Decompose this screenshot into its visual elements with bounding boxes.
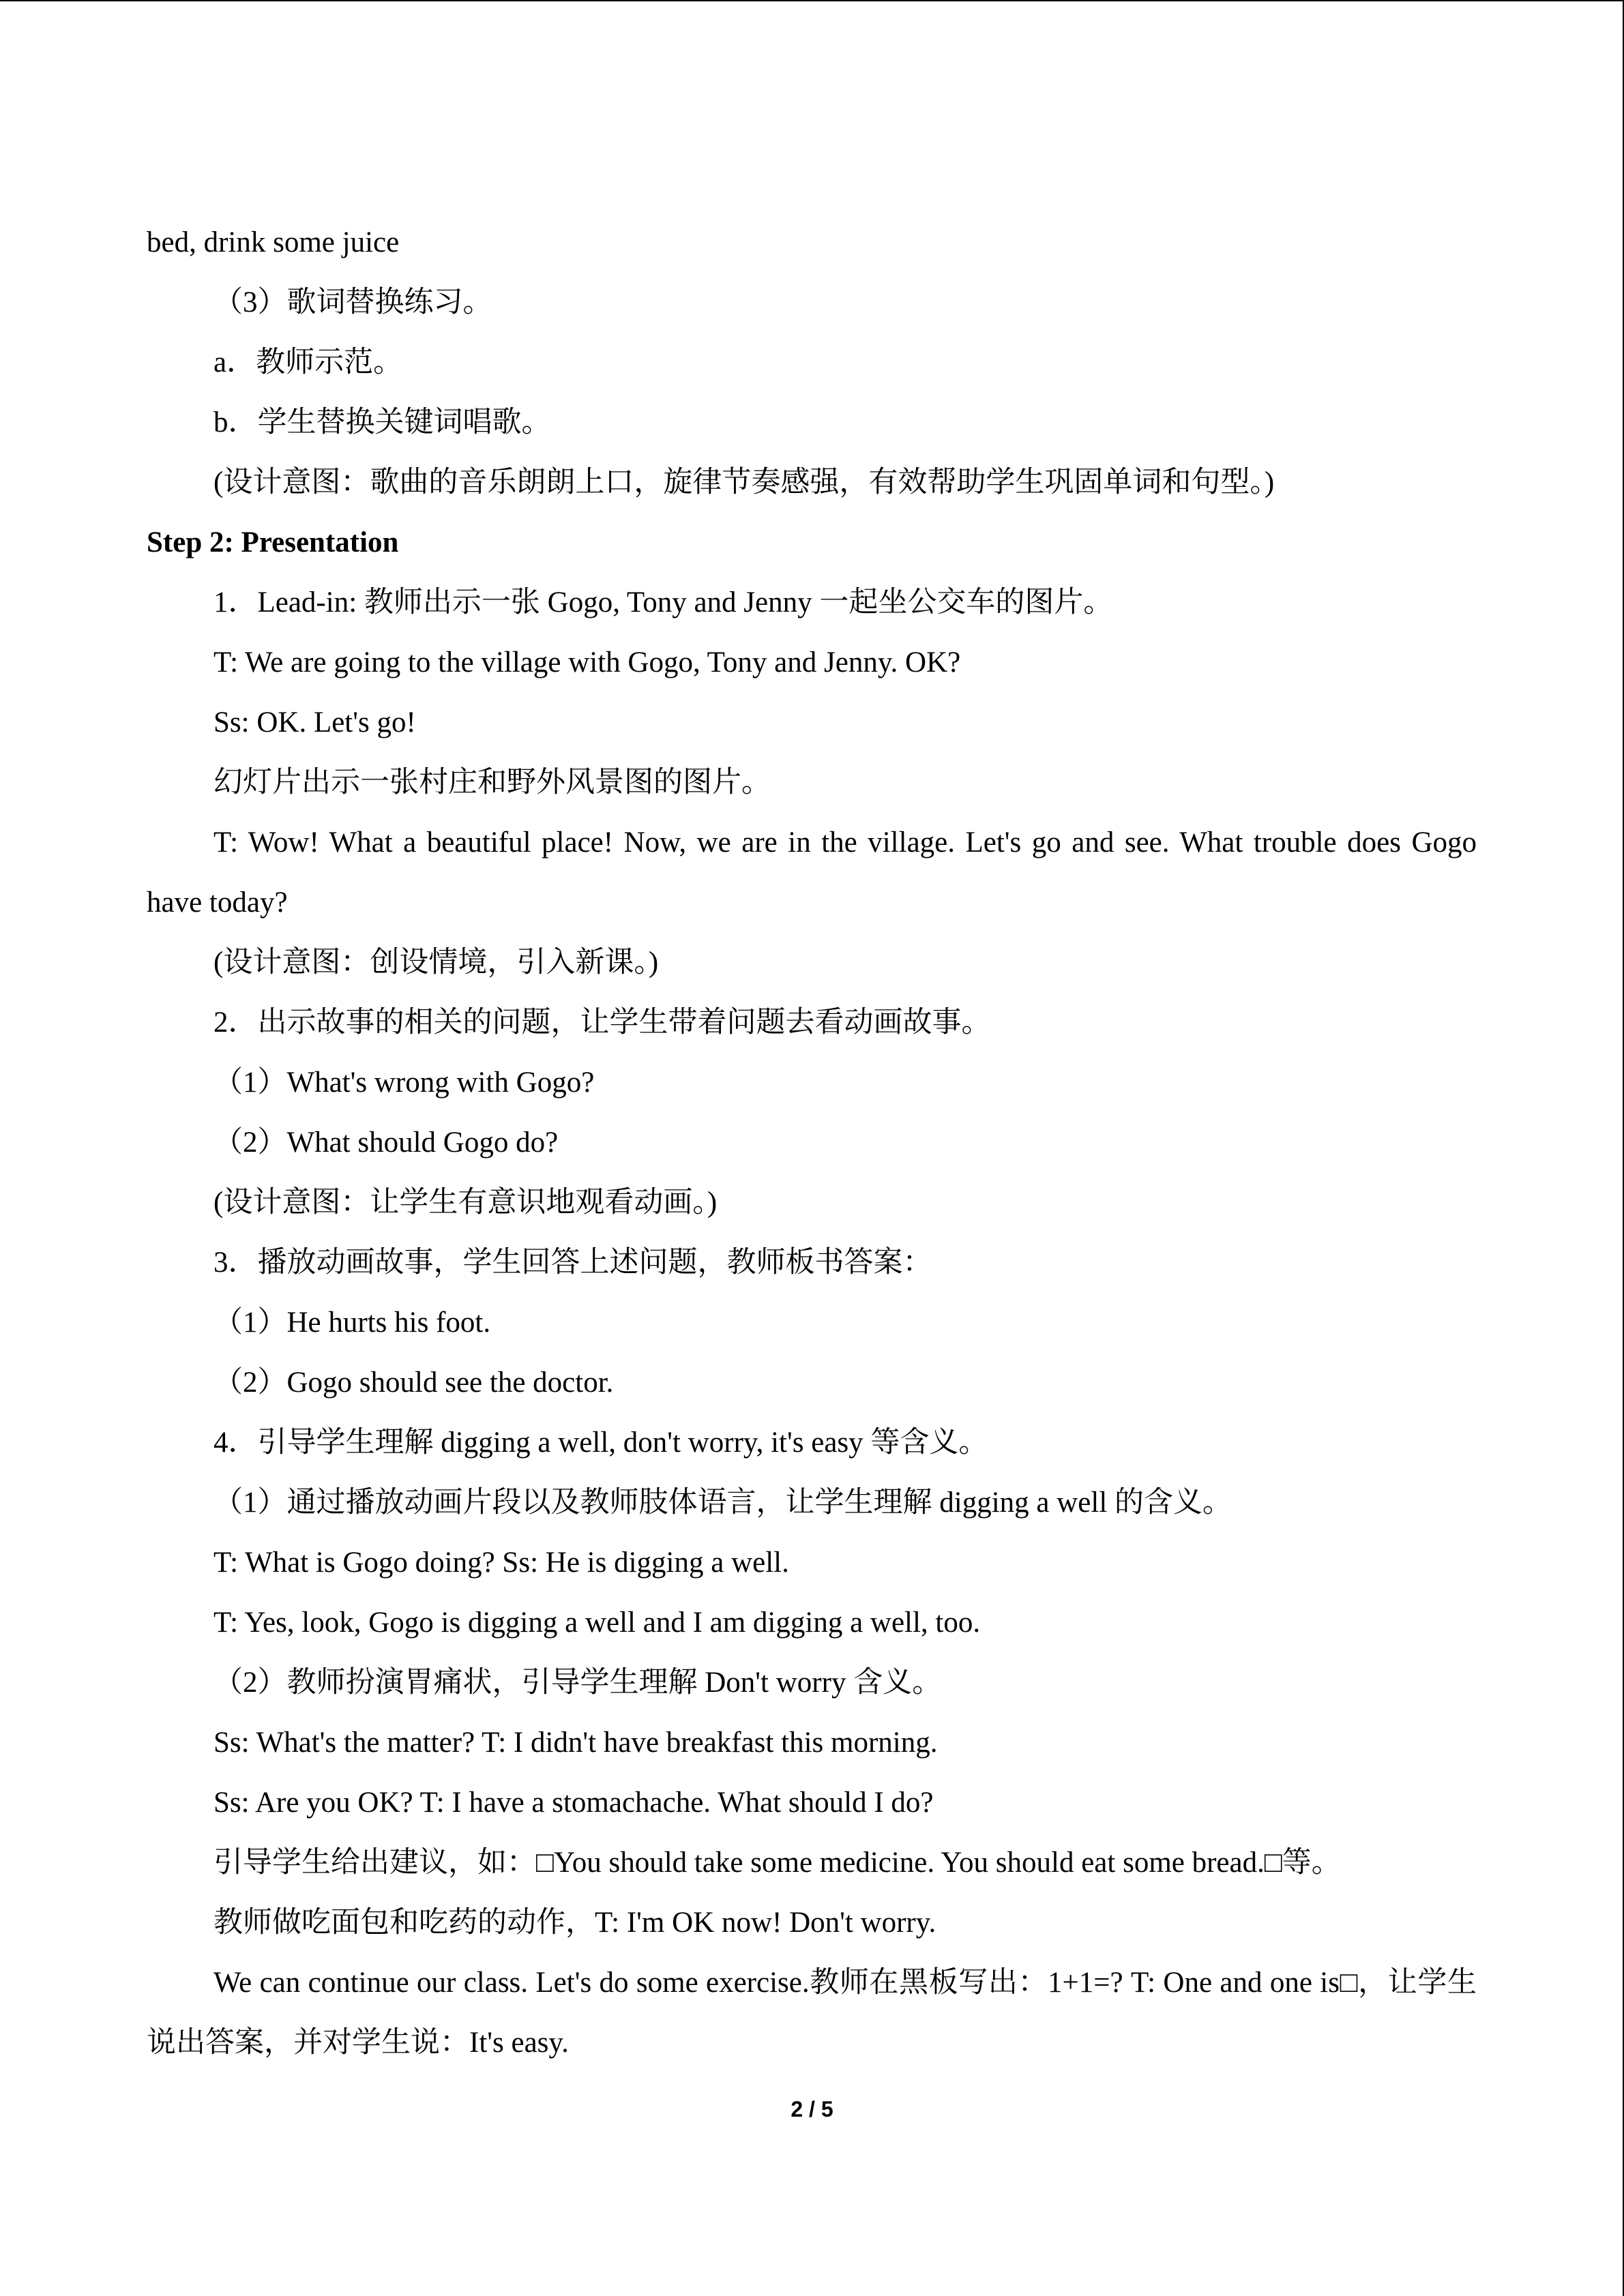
design-intent-note: (设计意图：歌曲的音乐朗朗上口，旋律节奏感强，有效帮助学生巩固单词和句型。) — [213, 466, 1275, 498]
text-line: （3）歌词替换练习。 — [213, 286, 492, 318]
text-line: 4．引导学生理解 digging a well, don't worry, it's easy 等含义。 — [213, 1427, 988, 1459]
design-intent-note: (设计意图：创设情境，引入新课。) — [213, 946, 659, 979]
text-line: 引导学生给出建议，如：□You should take some medicine. You should eat some bread.□等。 — [213, 1847, 1341, 1879]
text-line: （2）教师扮演胃痛状，引导学生理解 Don't worry 含义。 — [213, 1667, 942, 1699]
text-line: bed, drink some juice — [147, 226, 400, 258]
design-intent-note: (设计意图：让学生有意识地观看动画。) — [213, 1187, 718, 1219]
dialogue-paragraph: T: Wow! What a beautiful place! Now, we are in the village. Let's go and see. What trouble does Gogo have today? — [147, 826, 1477, 919]
question-item: （2）What should Gogo do? — [213, 1127, 559, 1159]
text-line: 2．出示故事的相关的问题，让学生带着问题去看动画故事。 — [213, 1007, 991, 1039]
answer-item: （2）Gogo should see the doctor. — [213, 1367, 614, 1399]
text-paragraph: We can continue our class. Let's do some exercise.教师在黑板写出：1+1=? T: One and one is□，让学生说出答案，并对学生说：It's easy. — [147, 1967, 1477, 2059]
document-body — [147, 213, 1477, 2073]
dialogue-line: Ss: Are you OK? T: I have a stomachache. What should I do? — [213, 1787, 934, 1819]
dialogue-line: Ss: What's the matter? T: I didn't have breakfast this morning. — [213, 1727, 938, 1759]
text-line: b．学生替换关键词唱歌。 — [213, 406, 551, 438]
dialogue-line: T: Yes, look, Gogo is digging a well and I am digging a well, too. — [213, 1607, 981, 1639]
text-line: 教师做吃面包和吃药的动作，T: I'm OK now! Don't worry. — [213, 1907, 936, 1939]
dialogue-line: T: We are going to the village with Gogo, Tony and Jenny. OK? — [213, 646, 961, 679]
page-number: 2 / 5 — [791, 2097, 833, 2121]
section-heading: Step 2: Presentation — [147, 526, 399, 558]
text-line: 1．Lead-in: 教师出示一张 Gogo, Tony and Jenny 一起坐公交车的图片。 — [213, 586, 1113, 618]
text-line: （1）通过播放动画片段以及教师肢体语言，让学生理解 digging a well 的含义。 — [213, 1487, 1232, 1519]
dialogue-line: T: What is Gogo doing? Ss: He is digging a well. — [213, 1547, 789, 1579]
answer-item: （1）He hurts his foot. — [213, 1307, 491, 1339]
text-line: a．教师示范。 — [213, 346, 403, 378]
dialogue-line: Ss: OK. Let's go! — [213, 706, 416, 739]
question-item: （1）What's wrong with Gogo? — [213, 1067, 595, 1099]
text-line: 3．播放动画故事，学生回答上述问题，教师板书答案： — [213, 1247, 932, 1279]
text-line: 幻灯片出示一张村庄和野外风景图的图片。 — [213, 766, 771, 799]
